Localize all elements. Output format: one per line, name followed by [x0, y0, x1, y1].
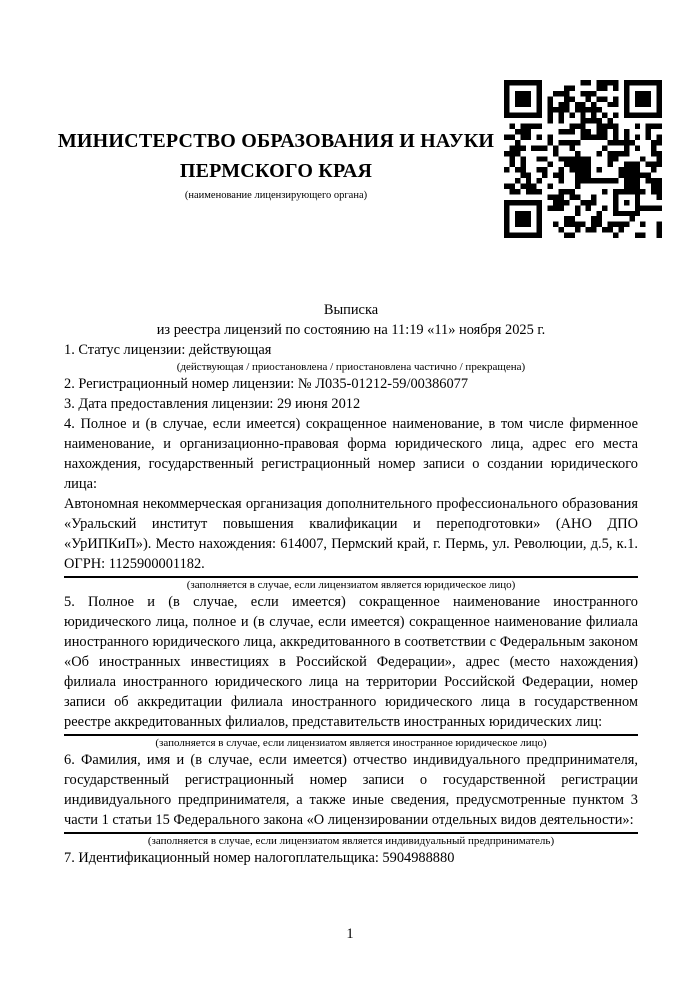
extract-subtitle: из реестра лицензий по состоянию на 11:19 «11» ноября 2025 г. [156, 322, 546, 338]
document-body [64, 300, 638, 868]
item-2-registration-number: 2. Регистрационный номер лицензии: № Л035-01212-59/00386077 [64, 376, 469, 392]
ministry-name-line1: МИНИСТЕРСТВО ОБРАЗОВАНИЯ И НАУКИ [57, 130, 495, 152]
item-5-foreign-entity-label: 5. Полное и (в случае, если имеется) сокращенное наименование иностранного юридического лица, полное и (в случае, если имеется) сокращенное наименование филиала иностранного юридического лица, аккредитованного в соответствии с Федеральным законом «Об иностранных инвестициях в Российской Федерации», адрес (место нахождения) филиала иностранного юридического лица на территории Российской Федерации, номер записи об аккредитации филиала иностранного юридического лица в государственном реестре аккредитованных филиалов, представительств иностранных юридических лиц: [64, 594, 638, 730]
item-4-legal-entity-value: Автономная некоммерческая организация дополнительного профессионального образования «Уральский институт повышения квалификации и переподготовки» (АНО ДПО «УрИПКиП»). Место нахождения: 614007, Пермский край, г. Пермь, ул. Революции, д.5, к.1. ОГРН: 1125900001182. [64, 496, 638, 572]
item-4-legal-entity-label: 4. Полное и (в случае, если имеется) сокращенное наименование, в том числе фирменное наименование, и организационно-правовая форма юридического лица, адрес его места нахождения, государственный регистрационный номер записи о создании юридического лица: [64, 416, 638, 492]
item-1-license-status: 1. Статус лицензии: действующая [64, 342, 272, 358]
ministry-header [56, 126, 496, 201]
item-3-grant-date: 3. Дата предоставления лицензии: 29 июня 2012 [64, 396, 361, 412]
item-7-taxpayer-number: 7. Идентификационный номер налогоплательщика: 5904988880 [64, 850, 455, 866]
ministry-caption: (наименование лицензирующего органа) [184, 190, 368, 201]
extract-title-block [64, 300, 638, 340]
qr-code-icon [504, 79, 662, 239]
item-1-status-options-caption: (действующая / приостановлена / приостановлена частично / прекращена) [176, 361, 526, 373]
item-6-entrepreneur-label: 6. Фамилия, имя и (в случае, если имеется) отчество индивидуального предпринимателя, государственный регистрационный номер записи о государственной регистрации индивидуального предпринимателя, а также иные сведения, предусмотренные пунктом 3 части 1 статьи 15 Федерального закона «О лицензировании отдельных видов деятельности»: [64, 752, 638, 828]
ministry-name-line2: ПЕРМСКОГО КРАЯ [179, 160, 373, 182]
item-6-fill-caption: (заполняется в случае, если лицензиатом является индивидуальный предприниматель) [147, 835, 555, 847]
page-number: 1 [346, 926, 354, 942]
item-4-fill-caption: (заполняется в случае, если лицензиатом является юридическое лицо) [186, 579, 516, 591]
item-5-fill-caption: (заполняется в случае, если лицензиатом является иностранное юридическое лицо) [155, 737, 547, 749]
extract-title: Выписка [323, 302, 379, 318]
